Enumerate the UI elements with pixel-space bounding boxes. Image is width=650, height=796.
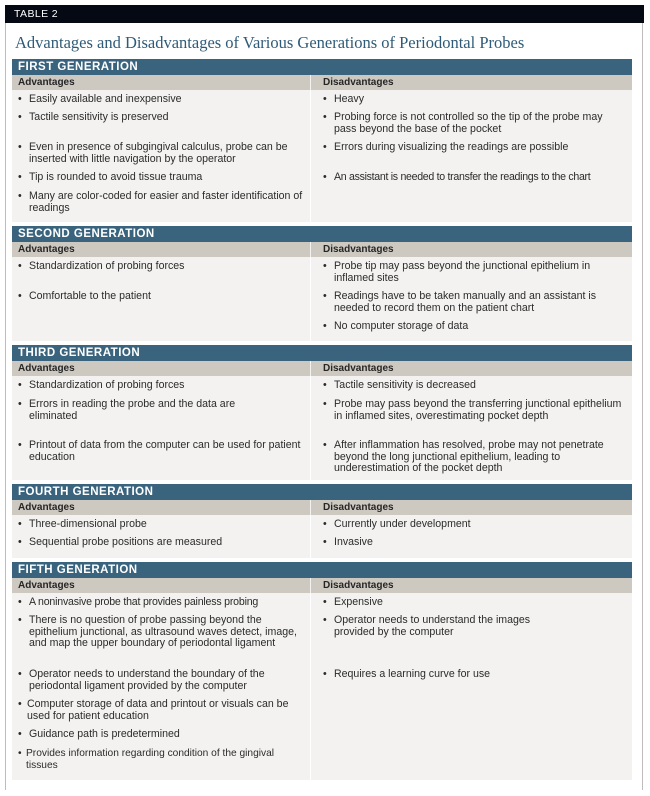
section-rows (12, 515, 632, 558)
bullet-icon: • (18, 141, 22, 153)
list-item: • Operator needs to understand the images provided by the computer (323, 615, 624, 669)
list-item: • Heavy (323, 94, 624, 112)
list-item: • Probe tip may pass beyond the junctional epithelium in inflamed sites (323, 261, 624, 291)
bullet-icon: • (18, 260, 22, 272)
list-item: • Errors in reading the probe and the data are eliminated (18, 399, 304, 440)
section-heading: FIRST GENERATION (12, 59, 632, 75)
section-heading: THIRD GENERATION (12, 345, 632, 361)
section-rows (12, 90, 632, 222)
bullet-icon: • (18, 596, 22, 608)
bullet-icon: • (323, 596, 327, 608)
disadvantages-header: Disadvantages (323, 363, 394, 374)
section-third-generation (12, 345, 632, 480)
advantages-header: Advantages (12, 242, 311, 257)
advantages-list (12, 257, 311, 341)
bullet-icon: • (18, 379, 22, 391)
list-item: • An assistant is needed to transfer the readings to the chart (323, 171, 591, 183)
list-item: • Expensive (323, 597, 624, 615)
disadvantages-list (311, 90, 632, 222)
advantages-header: Advantages (12, 578, 311, 593)
bullet-icon: • (18, 93, 22, 105)
disadvantages-header: Disadvantages (323, 580, 394, 591)
section-fifth-generation (12, 562, 632, 780)
list-item: • There is no question of probe passing beyond the epithelium junctional, as ultrasound waves detect, image, and map the upper boundary of periodontal ligament (18, 615, 304, 669)
advantages-header: Advantages (12, 361, 311, 376)
column-headers (12, 361, 632, 376)
column-headers (12, 242, 632, 257)
advantages-list (12, 515, 311, 558)
list-item: • Sequential probe positions are measured (18, 536, 223, 548)
bullet-icon: • (323, 614, 327, 626)
section-heading: FOURTH GENERATION (12, 484, 632, 500)
list-item: • Probing force is not controlled so the tip of the probe may pass beyond the base of the pocket (323, 112, 624, 142)
disadvantages-list (311, 376, 632, 480)
advantages-list (12, 593, 311, 780)
bullet-icon: • (18, 439, 22, 451)
column-headers (12, 500, 632, 515)
list-item: • Errors during visualizing the readings are possible (323, 142, 624, 172)
list-item: • Tactile sensitivity is preserved (18, 112, 304, 142)
advantages-list (12, 90, 311, 222)
section-first-generation (12, 59, 632, 222)
disadvantages-header: Disadvantages (323, 77, 394, 88)
bullet-icon: • (18, 171, 22, 183)
list-item: • Probe may pass beyond the transferring junctional epithelium in inflamed sites, overestimating pocket depth (323, 399, 624, 440)
section-heading: FIFTH GENERATION (12, 562, 632, 578)
bullet-icon: • (323, 320, 327, 332)
bullet-icon: • (323, 93, 327, 105)
list-item: • Three-dimensional probe (18, 519, 304, 537)
bullet-icon: • (323, 141, 327, 153)
list-item: • Tip is rounded to avoid tissue trauma (18, 172, 304, 191)
list-item: • After inflammation has resolved, probe may not penetrate beyond the long junctional epithelium, leading to underestimation of the pocket depth (323, 439, 604, 475)
table-label: TABLE 2 (5, 5, 644, 23)
bullet-icon: • (18, 728, 22, 740)
bullet-icon: • (323, 379, 327, 391)
section-second-generation (12, 226, 632, 341)
column-headers (12, 578, 632, 593)
bullet-icon: • (323, 536, 327, 548)
section-fourth-generation (12, 484, 632, 558)
bullet-icon: • (323, 290, 327, 302)
list-item: • Easily available and inexpensive (18, 94, 304, 112)
bullet-icon: • (323, 398, 327, 410)
bullet-icon: • (18, 290, 22, 302)
disadvantages-list (311, 593, 632, 780)
list-item: • Standardization of probing forces (18, 261, 304, 291)
list-item: • Provides information regarding condition of the gingival tissues (18, 748, 275, 771)
bullet-icon: • (323, 518, 327, 530)
bullet-icon: • (323, 111, 327, 123)
list-item: • No computer storage of data (323, 320, 469, 332)
section-rows (12, 376, 632, 480)
bullet-icon: • (18, 111, 22, 123)
bullet-icon: • (18, 698, 22, 710)
list-item: • Computer storage of data and printout or visuals can be used for patient education (18, 699, 304, 729)
bullet-icon: • (323, 439, 327, 451)
disadvantages-header: Disadvantages (323, 244, 394, 255)
list-item: • Operator needs to understand the boundary of the periodontal ligament provided by the computer (18, 669, 304, 699)
disadvantages-header: Disadvantages (323, 502, 394, 513)
table-title: Advantages and Disadvantages of Various Generations of Periodontal Probes (15, 33, 525, 52)
list-item: • A noninvasive probe that provides painless probing (18, 597, 304, 615)
list-item: • Guidance path is predetermined (18, 729, 304, 748)
bullet-icon: • (18, 668, 22, 680)
bullet-icon: • (323, 668, 327, 680)
section-rows (12, 257, 632, 341)
list-item: • Standardization of probing forces (18, 380, 304, 399)
section-heading: SECOND GENERATION (12, 226, 632, 242)
advantages-header: Advantages (12, 75, 311, 90)
list-item: • Tactile sensitivity is decreased (323, 380, 624, 399)
advantages-list (12, 376, 311, 480)
bullet-icon: • (18, 536, 22, 548)
bullet-icon: • (18, 518, 22, 530)
list-item: • Printout of data from the computer can be used for patient education (18, 439, 301, 463)
list-item: • Many are color-coded for easier and faster identification of readings (18, 190, 303, 214)
list-item: • Requires a learning curve for use (323, 668, 491, 680)
bullet-icon: • (18, 190, 22, 202)
list-item: • Even in presence of subgingival calculus, probe can be inserted with little navigation by the operator (18, 142, 304, 172)
list-item: • Readings have to be taken manually and an assistant is needed to record them on the patient chart (323, 291, 624, 321)
bullet-icon: • (18, 398, 22, 410)
disadvantages-list (311, 515, 632, 558)
bullet-icon: • (323, 171, 327, 183)
advantages-header: Advantages (12, 500, 311, 515)
table-body (12, 59, 632, 784)
list-item: • Comfortable to the patient (18, 290, 151, 302)
bullet-icon: • (323, 260, 327, 272)
bullet-icon: • (18, 614, 22, 626)
list-item: • Invasive (323, 536, 373, 548)
list-item: • Currently under development (323, 519, 624, 537)
disadvantages-list (311, 257, 632, 341)
bullet-icon: • (18, 748, 22, 759)
section-rows (12, 593, 632, 780)
column-headers (12, 75, 632, 90)
